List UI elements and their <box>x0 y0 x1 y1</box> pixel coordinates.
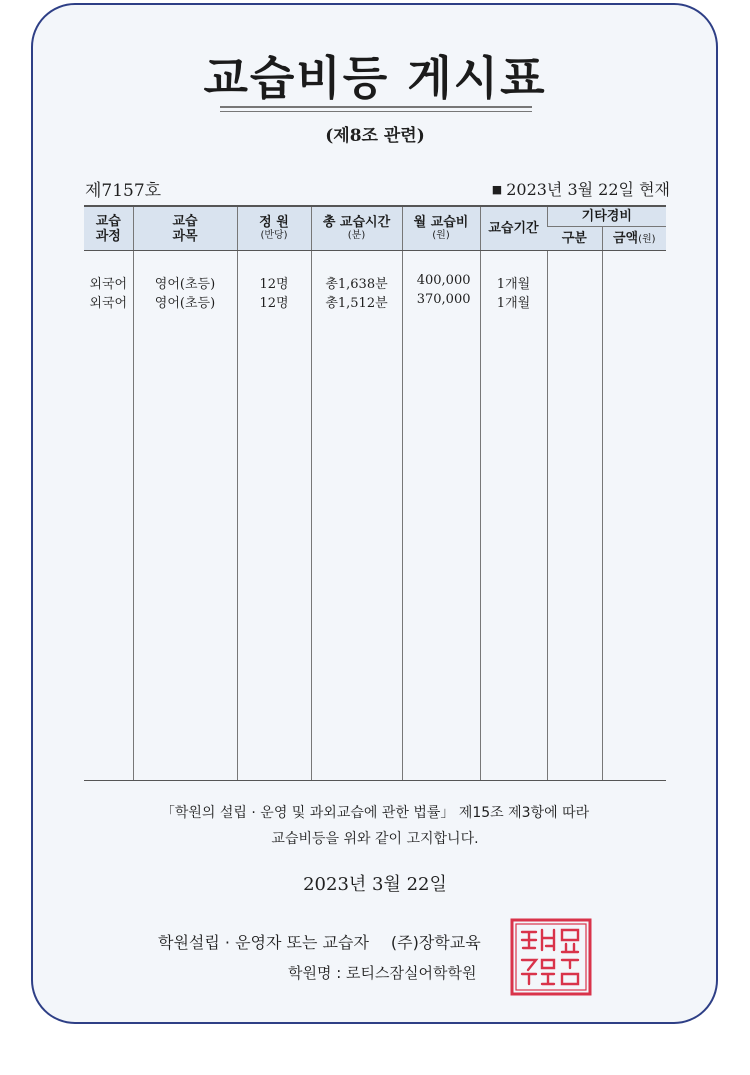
academy-name: 학원명 : 로티스잠실어학학원 <box>288 964 477 982</box>
fee-table <box>84 205 666 781</box>
empty-rows <box>84 329 666 781</box>
cell-other-type <box>547 292 602 329</box>
cell-subject: 영어(초등) <box>133 292 237 329</box>
operator-label: 학원설립 · 운영자 또는 교습자 <box>158 933 369 952</box>
table-row <box>84 251 666 293</box>
legal-notice-line-2: 교습비등을 위와 같이 고지합니다. <box>271 831 479 847</box>
header-other-type: 구분 <box>547 227 602 251</box>
registration-number: 제7157호 <box>85 181 162 201</box>
cell-course: 외국어 <box>89 277 128 292</box>
header-other-amount: 금액(원) <box>602 227 666 251</box>
cell-total-hours: 총1,638분 <box>311 251 402 293</box>
company-seal-stamp <box>510 918 592 996</box>
header-course: 교습 과정 <box>84 206 133 251</box>
cell-other-amount <box>602 251 666 293</box>
cell-period: 1개월 <box>480 292 547 329</box>
header-subject: 교습 과목 <box>133 206 237 251</box>
header-total-hours: 총 교습시간 (분) <box>311 206 402 251</box>
legal-notice-line-1: 「학원의 설립 · 운영 및 과외교습에 관한 법률」 제15조 제3항에 따라 <box>160 805 590 821</box>
cell-other-type <box>547 251 602 293</box>
cell-other-amount <box>602 292 666 329</box>
cell-subject: 영어(초등) <box>133 251 237 293</box>
title-underline-thin <box>220 111 532 112</box>
header-period: 교습기간 <box>480 206 547 251</box>
legal-notice <box>0 800 750 852</box>
as-of-date <box>492 177 670 200</box>
cell-period: 1개월 <box>480 251 547 293</box>
as-of-date-text: 2023년 3월 22일 현재 <box>506 180 670 199</box>
operator-name: (주)장학교육 <box>390 933 481 952</box>
cell-capacity: 12명 <box>237 292 311 329</box>
header-monthly-fee: 월 교습비 (원) <box>402 206 480 251</box>
cell-course: 외국어 <box>89 296 128 311</box>
header-other-expenses: 기타경비 <box>547 206 666 227</box>
cell-capacity: 12명 <box>237 251 311 293</box>
cell-monthly-fee: 370,000 <box>402 292 480 329</box>
notice-date: 2023년 3월 22일 <box>303 874 447 895</box>
title-underline <box>220 106 532 108</box>
header-capacity: 정 원 (반당) <box>237 206 311 251</box>
page-title: 교습비등 게시표 <box>203 51 547 105</box>
operator-line <box>158 930 481 953</box>
subtitle: (제8조 관련) <box>325 126 425 146</box>
table-row <box>84 292 666 329</box>
cell-total-hours: 총1,512분 <box>311 292 402 329</box>
cell-monthly-fee: 400,000 <box>402 251 480 293</box>
square-bullet-icon: ■ <box>491 183 503 196</box>
